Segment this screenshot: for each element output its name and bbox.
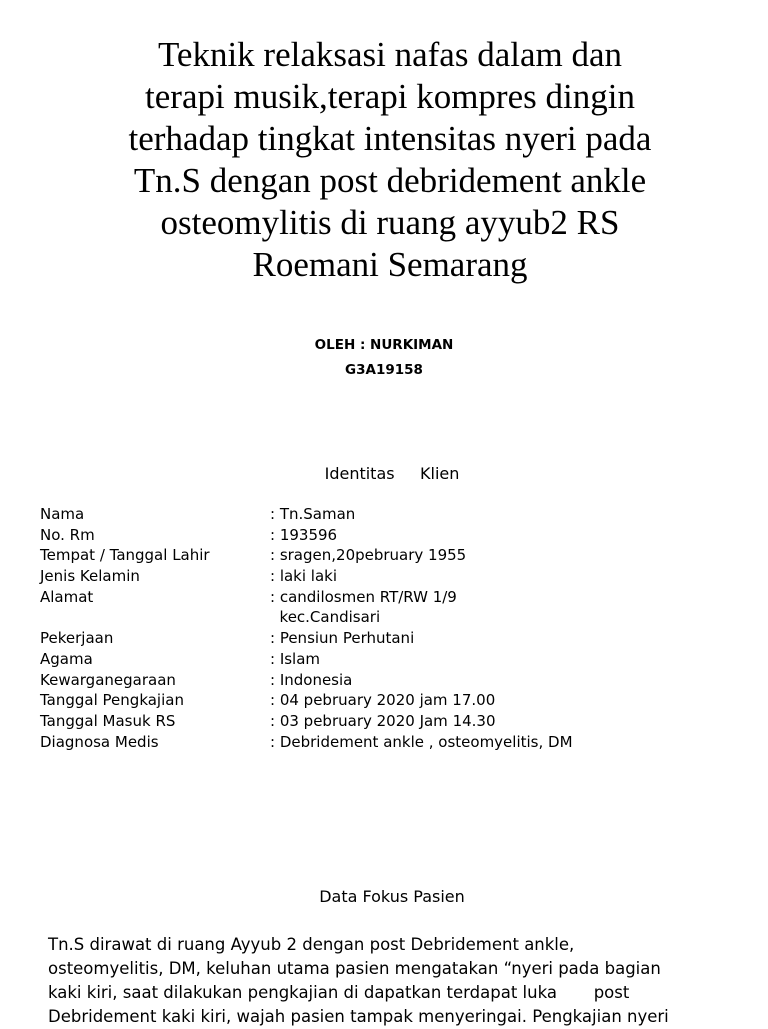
title-line: Roemani Semarang	[252, 245, 528, 284]
identity-value: : 193596	[270, 525, 338, 544]
identity-label: Tanggal Masuk RS	[40, 711, 176, 730]
identity-value: : candilosmen RT/RW 1/9	[270, 587, 457, 606]
identity-value: : Islam	[270, 649, 321, 668]
paragraph-line: osteomyelitis, DM, keluhan utama pasien mengatakan “nyeri pada bagian	[48, 959, 661, 978]
identity-label: Pekerjaan	[40, 629, 114, 648]
author-nim: G3A19158	[345, 362, 423, 378]
paragraph-line: Debridement kaki kiri, wajah pasien tampak menyeringai. Pengkajian nyeri	[48, 1007, 669, 1026]
title-line: osteomylitis di ruang ayyub2 RS	[160, 203, 620, 242]
identity-value: : sragen,20pebruary 1955	[270, 546, 467, 565]
title-line: Teknik relaksasi nafas dalam dan	[157, 35, 623, 74]
focus-paragraph	[48, 933, 748, 1029]
identity-label: Agama	[40, 649, 93, 668]
identity-value: : laki laki	[270, 567, 338, 586]
identity-label: Tempat / Tanggal Lahir	[40, 546, 210, 565]
identity-label: Kewarganegaraan	[40, 670, 176, 689]
focus-heading: Data Fokus Pasien	[319, 887, 465, 906]
paragraph-line: Tn.S dirawat di ruang Ayyub 2 dengan post Debridement ankle,	[48, 935, 575, 954]
paragraph-line: kaki kiri, saat dilakukan pengkajian di dapatkan terdapat luka post	[48, 983, 630, 1002]
identity-heading: Identitas Klien	[324, 464, 460, 483]
identity-value: : Pensiun Perhutani	[270, 629, 415, 648]
title-line: terhadap tingkat intensitas nyeri pada	[128, 119, 652, 158]
title-line: Tn.S dengan post debridement ankle	[133, 161, 647, 200]
document-title	[60, 34, 720, 286]
identity-value: : 04 pebruary 2020 jam 17.00	[270, 691, 496, 710]
identity-label: Jenis Kelamin	[40, 567, 140, 586]
identity-value: kec.Candisari	[270, 608, 381, 627]
identity-value: : Debridement ankle , osteomyelitis, DM	[270, 732, 573, 751]
identity-value: : Tn.Saman	[270, 505, 356, 523]
identity-label: No. Rm	[40, 525, 95, 544]
author-name: OLEH : NURKIMAN	[314, 337, 454, 353]
identity-label: Tanggal Pengkajian	[40, 691, 184, 710]
identity-label: Alamat	[40, 587, 94, 606]
identity-value: : 03 pebruary 2020 Jam 14.30	[270, 711, 496, 730]
identity-label: Diagnosa Medis	[40, 732, 159, 751]
title-line: terapi musik,terapi kompres dingin	[145, 77, 635, 116]
identity-value: : Indonesia	[270, 670, 353, 689]
identity-label: Nama	[40, 505, 85, 523]
